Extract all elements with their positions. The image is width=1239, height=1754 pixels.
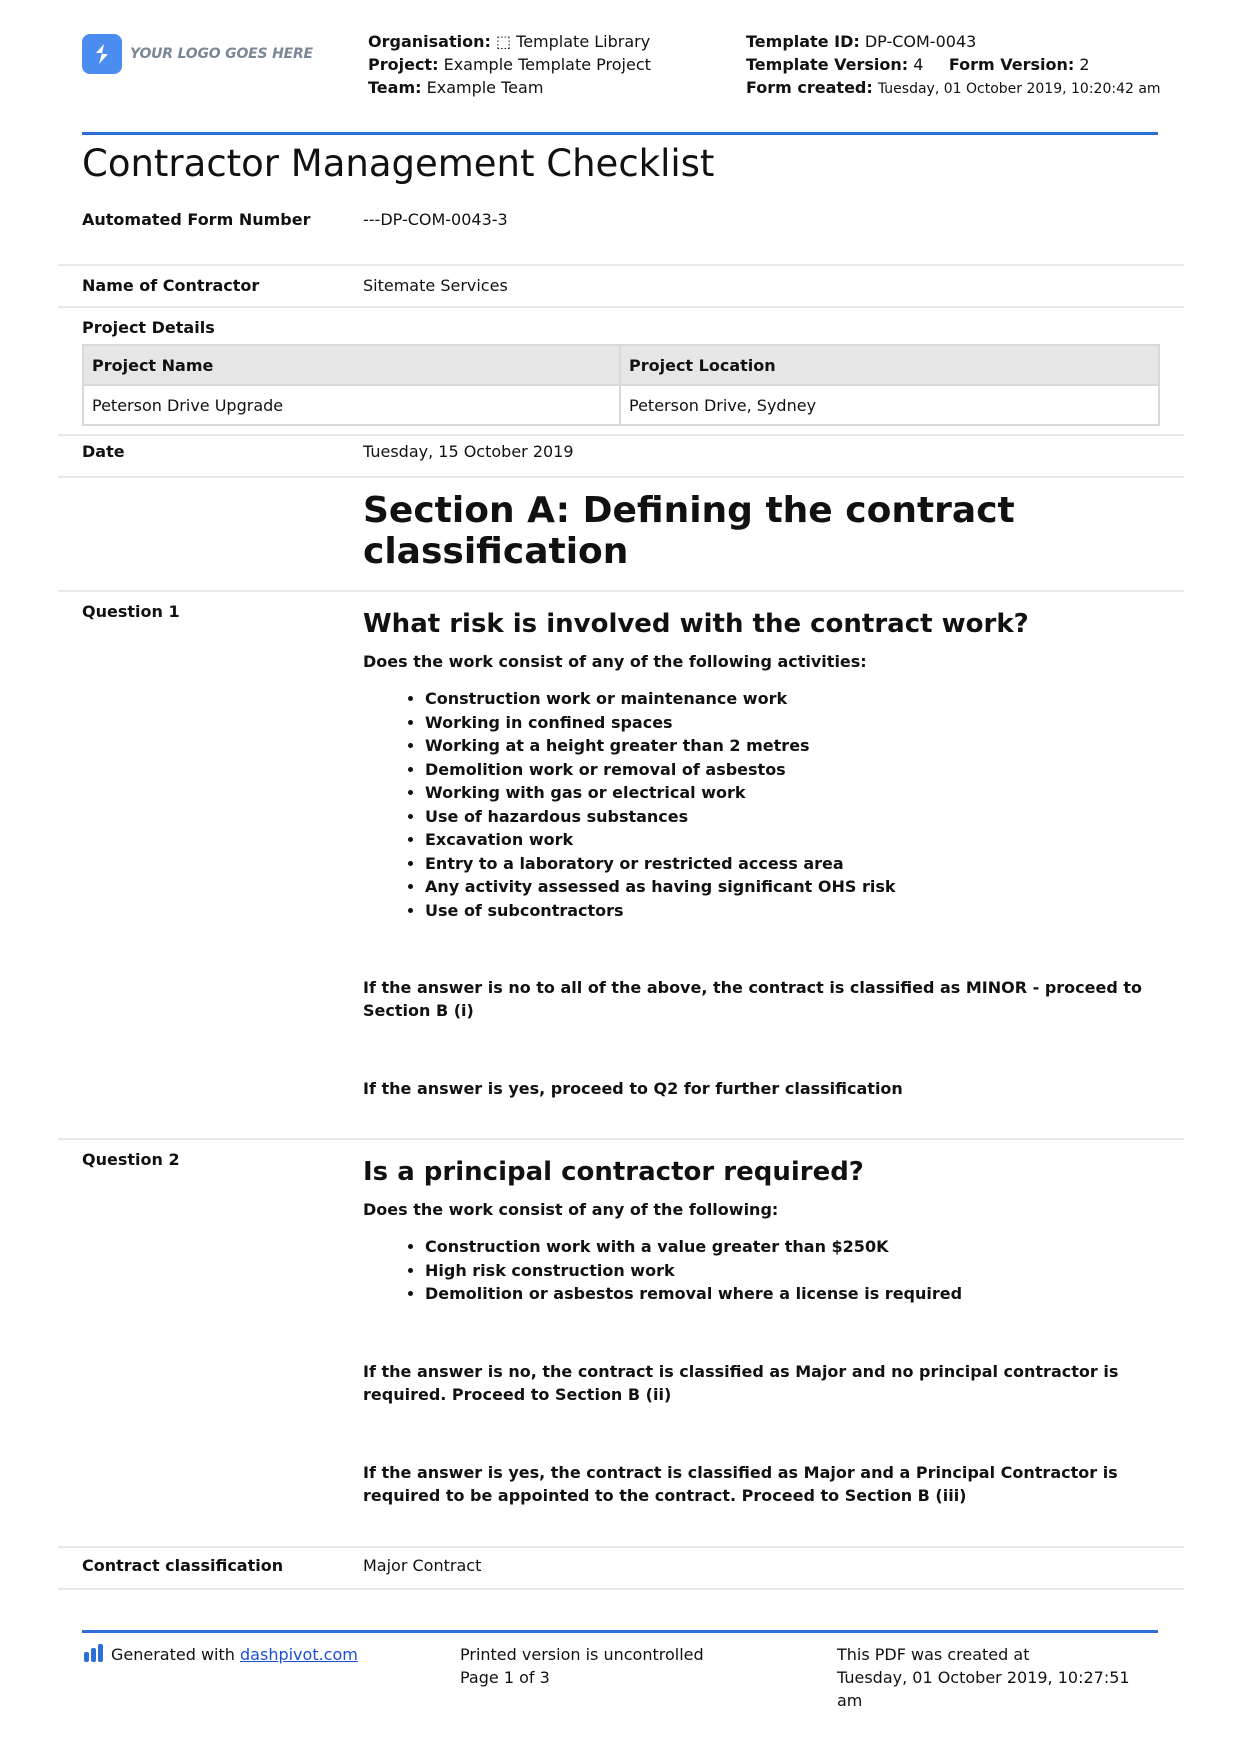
question-1-heading: What risk is involved with the contract work? bbox=[363, 609, 1029, 639]
project-name-header: Project Name bbox=[83, 345, 620, 385]
footer-generated bbox=[84, 1643, 358, 1666]
footer-created bbox=[837, 1643, 1147, 1712]
template-meta bbox=[746, 30, 1166, 101]
uncontrolled-notice: Printed version is uncontrolled bbox=[460, 1645, 704, 1664]
form-number-label: Automated Form Number bbox=[82, 210, 311, 229]
contractor-value: Sitemate Services bbox=[363, 276, 508, 295]
section-a-row bbox=[58, 478, 1184, 592]
question-2-row bbox=[58, 1140, 1184, 1548]
question-1-intro: Does the work consist of any of the following activities: bbox=[363, 652, 867, 671]
list-item: • Working with gas or electrical work bbox=[425, 781, 1163, 805]
form-rows bbox=[58, 196, 1184, 1590]
project-table-header bbox=[83, 345, 1159, 385]
contractor-label: Name of Contractor bbox=[82, 276, 260, 295]
organisation-label: Organisation: bbox=[368, 32, 491, 51]
list-item: • Working at a height greater than 2 metres bbox=[425, 734, 1163, 758]
question-2-criteria-list bbox=[363, 1235, 1163, 1306]
list-item: • Use of subcontractors bbox=[425, 899, 1163, 923]
classification-value: Major Contract bbox=[363, 1556, 482, 1575]
form-number-value: ---DP-COM-0043-3 bbox=[363, 210, 508, 229]
footer-divider bbox=[82, 1630, 1158, 1633]
list-item: • Use of hazardous substances bbox=[425, 805, 1163, 829]
list-item: • Construction work or maintenance work bbox=[425, 687, 1163, 711]
question-1-row bbox=[58, 592, 1184, 1140]
organisation-value: ⬚ Template Library bbox=[495, 32, 651, 51]
team-value: Example Team bbox=[426, 78, 544, 97]
form-created-label: Form created: bbox=[746, 78, 873, 97]
logo-mark-icon bbox=[82, 34, 122, 74]
date-value: Tuesday, 15 October 2019 bbox=[363, 442, 574, 461]
project-details-table bbox=[82, 344, 1160, 426]
project-location-cell: Peterson Drive, Sydney bbox=[620, 385, 1159, 425]
question-2-intro: Does the work consist of any of the following: bbox=[363, 1200, 779, 1219]
template-id-value: DP-COM-0043 bbox=[864, 32, 977, 51]
contractor-row bbox=[58, 266, 1184, 308]
list-item: • Entry to a laboratory or restricted access area bbox=[425, 852, 1163, 876]
form-version-value: 2 bbox=[1079, 55, 1090, 74]
form-version-label: Form Version: bbox=[948, 55, 1075, 74]
question-1-activity-list bbox=[363, 687, 1163, 922]
project-details-label: Project Details bbox=[82, 318, 215, 337]
question-2-note-yes: If the answer is yes, the contract is classified as Major and a Principal Contractor is required to be appointed to the contract. Proceed to Section B (iii) bbox=[363, 1462, 1118, 1505]
dashpivot-bars-icon bbox=[84, 1644, 103, 1662]
project-details-row bbox=[58, 308, 1184, 436]
classification-row bbox=[58, 1548, 1184, 1590]
project-name-cell: Peterson Drive Upgrade bbox=[83, 385, 620, 425]
organisation-meta bbox=[368, 30, 651, 99]
project-label: Project: bbox=[368, 55, 439, 74]
template-version-label: Template Version: bbox=[746, 55, 909, 74]
company-logo bbox=[82, 34, 313, 74]
question-2-label: Question 2 bbox=[82, 1150, 180, 1169]
list-item: • Excavation work bbox=[425, 828, 1163, 852]
generated-prefix: Generated with bbox=[111, 1645, 235, 1664]
list-item: • Working in confined spaces bbox=[425, 711, 1163, 735]
header-divider bbox=[82, 132, 1158, 135]
question-2-note-no: If the answer is no, the contract is classified as Major and no principal contractor is required. Proceed to Section B (ii) bbox=[363, 1361, 1119, 1404]
footer-page-info bbox=[460, 1643, 704, 1689]
logo-text: YOUR LOGO GOES HERE bbox=[130, 46, 313, 62]
question-1-note-no: If the answer is no to all of the above, the contract is classified as MINOR - proceed to Section B (i) bbox=[363, 978, 1143, 1020]
date-label: Date bbox=[82, 442, 125, 461]
question-1-label: Question 1 bbox=[82, 602, 180, 621]
dashpivot-link[interactable]: dashpivot.com bbox=[240, 1645, 358, 1664]
document-header bbox=[82, 28, 1162, 128]
section-a-heading: Section A: Defining the contract classification bbox=[363, 490, 1015, 572]
table-row bbox=[83, 385, 1159, 425]
list-item: • Construction work with a value greater than $250K bbox=[425, 1235, 1163, 1259]
list-item: • Any activity assessed as having significant OHS risk bbox=[425, 875, 1163, 899]
page-title: Contractor Management Checklist bbox=[82, 142, 715, 185]
template-version-value: 4 bbox=[913, 55, 924, 74]
list-item: • High risk construction work bbox=[425, 1259, 1163, 1283]
pdf-created-label: This PDF was created at bbox=[837, 1645, 1030, 1664]
question-2-heading: Is a principal contractor required? bbox=[363, 1157, 864, 1187]
question-1-note-yes: If the answer is yes, proceed to Q2 for further classification bbox=[363, 1079, 903, 1098]
team-label: Team: bbox=[368, 78, 422, 97]
form-number-row bbox=[58, 196, 1184, 266]
pdf-created-timestamp: Tuesday, 01 October 2019, 10:27:51 am bbox=[837, 1668, 1130, 1710]
page-number: Page 1 of 3 bbox=[460, 1668, 550, 1687]
list-item: • Demolition or asbestos removal where a license is required bbox=[425, 1282, 1163, 1306]
date-row bbox=[58, 436, 1184, 478]
project-value: Example Template Project bbox=[443, 55, 651, 74]
list-item: • Demolition work or removal of asbestos bbox=[425, 758, 1163, 782]
classification-label: Contract classification bbox=[82, 1556, 284, 1575]
template-id-label: Template ID: bbox=[746, 32, 860, 51]
form-created-value: Tuesday, 01 October 2019, 10:20:42 am bbox=[877, 81, 1161, 97]
project-location-header: Project Location bbox=[620, 345, 1159, 385]
